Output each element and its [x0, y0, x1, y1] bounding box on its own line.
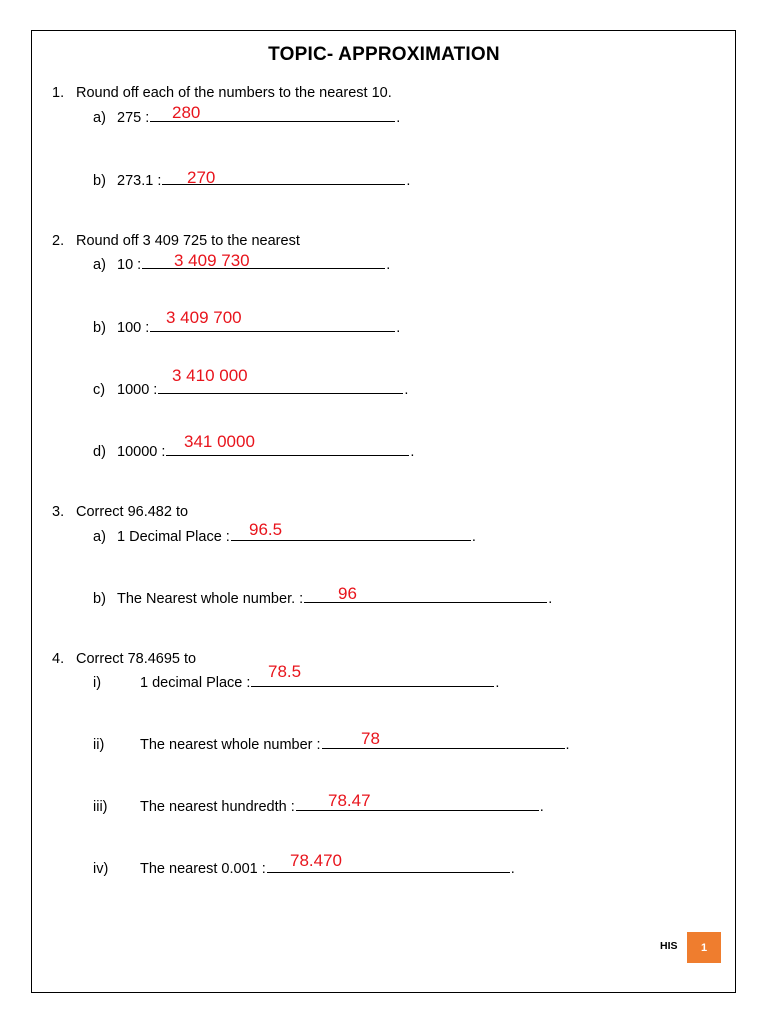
page-title: TOPIC- APPROXIMATION: [268, 44, 500, 65]
period: .: [548, 591, 553, 607]
period: .: [510, 861, 515, 877]
part-text: The Nearest whole number. :: [117, 591, 304, 607]
period: .: [565, 737, 570, 753]
q2-part-b: [93, 317, 400, 337]
part-text: The nearest whole number :: [140, 737, 321, 753]
part-label: b): [93, 173, 106, 189]
part-text: 100 :: [117, 320, 150, 336]
question-prompt: Correct 96.482 to: [76, 504, 189, 520]
q3-part-a: [93, 526, 476, 546]
part-text: The nearest hundredth :: [140, 799, 295, 815]
handwritten-answer: 3 409 700: [166, 308, 242, 327]
q2-part-c: [93, 379, 408, 399]
part-label: c): [93, 382, 106, 398]
part-label: iv): [93, 861, 109, 877]
part-text: 273.1 :: [117, 173, 162, 189]
part-label: a): [93, 529, 106, 545]
question-2: [52, 232, 300, 250]
footer-label: HIS: [660, 940, 678, 952]
part-label: a): [93, 110, 106, 126]
handwritten-answer: 78: [361, 729, 380, 748]
handwritten-answer: 341 0000: [184, 432, 255, 451]
part-label: d): [93, 444, 106, 460]
handwritten-answer: 78.470: [290, 851, 342, 870]
part-label: b): [93, 320, 106, 336]
part-text: 1 Decimal Place :: [117, 529, 230, 545]
part-label: i): [93, 675, 102, 691]
handwritten-answer: 280: [172, 103, 201, 122]
question-prompt: Round off each of the numbers to the nearest 10.: [76, 85, 392, 101]
part-text: 1000 :: [117, 382, 158, 398]
part-label: iii): [93, 799, 108, 815]
period: .: [539, 799, 544, 815]
period: .: [404, 382, 409, 398]
q4-part-iii: [93, 796, 544, 816]
question-number: 4.: [52, 651, 65, 667]
period: .: [396, 110, 401, 126]
page-number-badge: [687, 932, 721, 963]
page-number: 1: [700, 941, 708, 954]
period: .: [396, 320, 401, 336]
question-3: [52, 503, 188, 521]
q1-part-a: [93, 107, 400, 127]
part-text: 1 decimal Place :: [140, 675, 251, 691]
part-label: a): [93, 257, 106, 273]
part-label: b): [93, 591, 106, 607]
question-number: 2.: [52, 233, 65, 249]
handwritten-answer: 96: [338, 584, 357, 603]
handwritten-answer: 3 410 000: [172, 366, 248, 385]
period: .: [406, 173, 411, 189]
handwritten-answer: 78.5: [268, 662, 302, 681]
period: .: [471, 529, 476, 545]
part-text: 10 :: [117, 257, 142, 273]
question-number: 1.: [52, 85, 65, 101]
part-text: 275 :: [117, 110, 150, 126]
question-prompt: Round off 3 409 725 to the nearest: [76, 233, 300, 249]
question-1: [52, 84, 392, 102]
q4-part-ii: [93, 734, 570, 754]
handwritten-answer: 3 409 730: [174, 251, 250, 270]
period: .: [386, 257, 391, 273]
part-label: ii): [93, 737, 105, 753]
handwritten-answer: 78.47: [328, 791, 371, 810]
period: .: [495, 675, 500, 691]
question-number: 3.: [52, 504, 65, 520]
q3-part-b: [93, 588, 552, 608]
part-text: 10000 :: [117, 444, 166, 460]
question-prompt: Correct 78.4695 to: [76, 651, 197, 667]
handwritten-answer: 96.5: [249, 520, 283, 539]
part-text: The nearest 0.001 :: [140, 861, 266, 877]
answer-blank[interactable]: [322, 734, 565, 749]
question-4: [52, 650, 196, 668]
handwritten-answer: 270: [187, 168, 216, 187]
q1-part-b: [93, 170, 410, 190]
period: .: [410, 444, 415, 460]
